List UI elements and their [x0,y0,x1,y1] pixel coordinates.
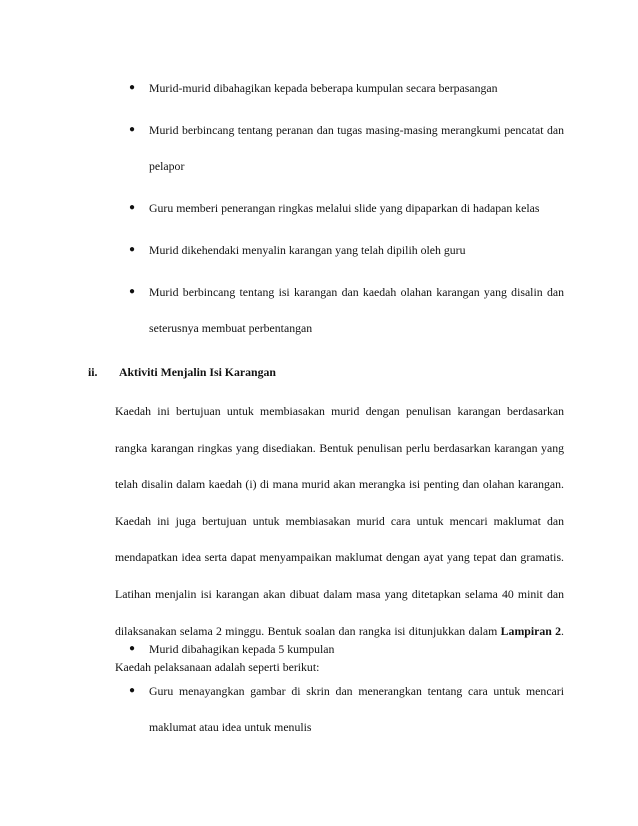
list-item-text: Guru menayangkan gambar di skrin dan menerangkan tentang cara untuk mencari maklumat atau idea untuk menulis [149,684,564,734]
list-item [129,190,564,226]
bullet-icon: ● [129,82,136,93]
list-item [129,70,564,106]
list-item [129,631,564,667]
list-item-text: Murid dikehendaki menyalin karangan yang telah dipilih oleh guru [149,243,466,257]
activity-steps-list [129,70,564,346]
bullet-icon: ● [129,124,136,135]
list-item [129,112,564,184]
paragraph-text-end: . Kaedah pelaksanaan adalah seperti berikut: [115,623,564,675]
list-item-text: Murid-murid dibahagikan kepada beberapa kumpulan secara berpasangan [149,81,498,95]
appendix-reference: Lampiran 2 [500,623,562,638]
bullet-icon: ● [129,244,136,255]
section-title: Aktiviti Menjalin Isi Karangan [118,365,276,379]
list-item [129,673,564,745]
section-number: ii. [88,365,98,379]
implementation-steps-list [129,631,564,745]
list-item [129,232,564,268]
bullet-icon: ● [129,685,136,696]
bullet-icon: ● [129,202,136,213]
paragraph-text: Kaedah ini bertujuan untuk membiasakan murid dengan penulisan karangan berdasarkan rangka karangan ringkas yang disediakan. Bentuk penulisan perlu berdasarkan karangan yang telah disalin dalam kaedah (i) di mana murid akan merangka isi penting dan olahan karangan. Kaedah ini juga bertujuan untuk membiasakan murid cara untuk mencari maklumat dan mendapatkan idea serta dapat menyampaikan maklumat dengan ayat yang tepat dan gramatis. Latihan menjalin isi karangan akan dibuat dalam masa yang ditetapkan selama 40 minit dan dilaksanakan selama 2 minggu. Bentuk soalan dan rangka isi ditunjukkan dalam [115,404,564,638]
list-item-text: Murid berbincang tentang isi karangan dan kaedah olahan karangan yang disalin dan seterusnya membuat perbentangan [149,285,564,335]
list-item [129,274,564,346]
section-heading [88,357,568,387]
bullet-icon: ● [129,286,136,297]
list-item-text: Murid berbincang tentang peranan dan tugas masing-masing merangkumi pencatat dan pelapor [149,123,564,173]
bullet-icon: ● [129,643,136,654]
list-item-text: Murid dibahagikan kepada 5 kumpulan [149,642,335,656]
list-item-text: Guru memberi penerangan ringkas melalui slide yang dipaparkan di hadapan kelas [149,201,540,215]
